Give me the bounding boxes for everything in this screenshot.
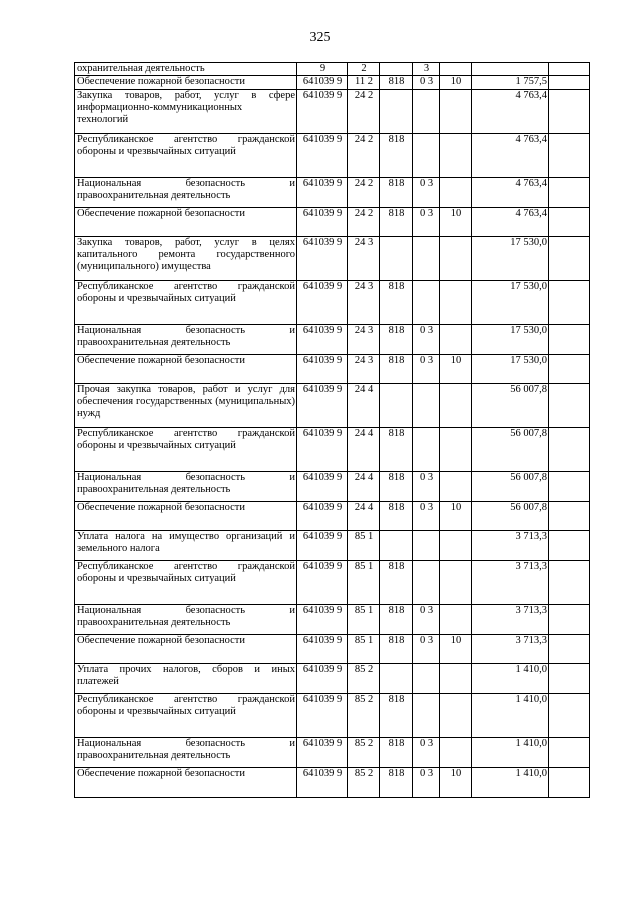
empty-cell: [549, 694, 590, 738]
target-code-cell: 641039 9: [297, 355, 348, 384]
table-row: [75, 281, 590, 325]
amount-cell: 3 713,3: [472, 605, 549, 635]
table-row: [75, 635, 590, 664]
section-code-cell: 0 3: [413, 472, 440, 502]
ministry-code-cell: 818: [380, 605, 413, 635]
amount-cell: 4 763,4: [472, 208, 549, 237]
subsection-code-cell: [440, 664, 472, 694]
empty-cell: [549, 76, 590, 90]
subsection-code-cell: [440, 237, 472, 281]
expense-type-cell: 11 2: [348, 76, 380, 90]
subsection-code-cell: [440, 694, 472, 738]
expense-type-cell: 24 3: [348, 237, 380, 281]
row-name-cell: Национальная безопасность и правоохранительная деятельность: [75, 605, 297, 635]
expense-type-cell: 85 1: [348, 605, 380, 635]
empty-cell: [549, 325, 590, 355]
row-name-cell: Закупка товаров, работ, услуг в целях капитального ремонта государственного (муниципального) имущества: [75, 237, 297, 281]
table-row: [75, 325, 590, 355]
ministry-code-cell: 818: [380, 76, 413, 90]
table-row: [75, 694, 590, 738]
target-code-cell: 641039 9: [297, 605, 348, 635]
target-code-cell: 641039 9: [297, 635, 348, 664]
ministry-code-cell: [380, 90, 413, 134]
expense-type-cell: 85 1: [348, 635, 380, 664]
ministry-code-cell: [380, 237, 413, 281]
section-code-cell: [413, 531, 440, 561]
empty-cell: [549, 178, 590, 208]
expense-type-cell: 24 4: [348, 472, 380, 502]
empty-cell: [549, 237, 590, 281]
table-row: [75, 664, 590, 694]
table-row: [75, 502, 590, 531]
empty-cell: [549, 605, 590, 635]
subsection-code-cell: 10: [440, 208, 472, 237]
row-name-cell: Республиканское агентство гражданской обороны и чрезвычайных ситуаций: [75, 428, 297, 472]
amount-cell: 3 713,3: [472, 531, 549, 561]
section-code-cell: 0 3: [413, 325, 440, 355]
ministry-code-cell: 818: [380, 428, 413, 472]
expense-type-cell: 24 2: [348, 90, 380, 134]
section-code-cell: 0 3: [413, 768, 440, 798]
empty-cell: [549, 738, 590, 768]
subsection-code-cell: [440, 531, 472, 561]
amount-cell: 1 410,0: [472, 694, 549, 738]
target-code-cell: 641039 9: [297, 134, 348, 178]
amount-cell: 56 007,8: [472, 472, 549, 502]
row-name-cell: Республиканское агентство гражданской обороны и чрезвычайных ситуаций: [75, 134, 297, 178]
subsection-code-cell: 10: [440, 355, 472, 384]
target-code-cell: 641039 9: [297, 694, 348, 738]
table-row: [75, 605, 590, 635]
subsection-code-cell: [440, 472, 472, 502]
expense-type-cell: 24 3: [348, 281, 380, 325]
subsection-code-cell: [440, 428, 472, 472]
amount-cell: 56 007,8: [472, 384, 549, 428]
expense-type-cell: 24 4: [348, 428, 380, 472]
subsection-code-cell: [440, 134, 472, 178]
amount-cell: 3 713,3: [472, 635, 549, 664]
amount-cell: 17 530,0: [472, 237, 549, 281]
target-code-cell: 641039 9: [297, 325, 348, 355]
ministry-code-cell: 818: [380, 694, 413, 738]
table-row: [75, 178, 590, 208]
subsection-code-cell: [440, 90, 472, 134]
empty-cell: [549, 768, 590, 798]
subsection-code-cell: [440, 325, 472, 355]
section-code-cell: 0 3: [413, 208, 440, 237]
empty-cell: [549, 428, 590, 472]
section-code-cell: [413, 281, 440, 325]
amount-cell: 1 410,0: [472, 664, 549, 694]
section-code-cell: [413, 664, 440, 694]
ministry-code-cell: 818: [380, 738, 413, 768]
ministry-code-cell: 818: [380, 208, 413, 237]
table-row: [75, 237, 590, 281]
row-name-cell: Республиканское агентство гражданской обороны и чрезвычайных ситуаций: [75, 561, 297, 605]
expense-type-cell: 24 2: [348, 208, 380, 237]
expense-type-cell: 24 3: [348, 355, 380, 384]
subsection-code-cell: [440, 561, 472, 605]
section-code-cell: [413, 428, 440, 472]
ministry-code-cell: [380, 63, 413, 76]
row-name-cell: Прочая закупка товаров, работ и услуг для обеспечения государственных (муниципальных) нужд: [75, 384, 297, 428]
empty-cell: [549, 90, 590, 134]
section-code-cell: 0 3: [413, 502, 440, 531]
ministry-code-cell: [380, 664, 413, 694]
table-row: [75, 134, 590, 178]
amount-cell: 1 410,0: [472, 768, 549, 798]
target-code-cell: 641039 9: [297, 428, 348, 472]
table-row: [75, 76, 590, 90]
ministry-code-cell: [380, 384, 413, 428]
target-code-cell: 9: [297, 63, 348, 76]
amount-cell: 4 763,4: [472, 178, 549, 208]
empty-cell: [549, 384, 590, 428]
amount-cell: 17 530,0: [472, 325, 549, 355]
row-name-cell: Закупка товаров, работ, услуг в сфере информационно-коммуникационных технологий: [75, 90, 297, 134]
ministry-code-cell: 818: [380, 768, 413, 798]
subsection-code-cell: [440, 281, 472, 325]
expense-type-cell: 85 1: [348, 561, 380, 605]
row-name-cell: Национальная безопасность и правоохранительная деятельность: [75, 472, 297, 502]
expense-type-cell: 24 4: [348, 502, 380, 531]
target-code-cell: 641039 9: [297, 664, 348, 694]
section-code-cell: 0 3: [413, 178, 440, 208]
table-row: [75, 738, 590, 768]
target-code-cell: 641039 9: [297, 178, 348, 208]
table-row: [75, 472, 590, 502]
empty-cell: [549, 355, 590, 384]
target-code-cell: 641039 9: [297, 738, 348, 768]
expense-type-cell: 24 2: [348, 178, 380, 208]
row-name-cell: Обеспечение пожарной безопасности: [75, 76, 297, 90]
ministry-code-cell: 818: [380, 561, 413, 605]
row-name-cell: Обеспечение пожарной безопасности: [75, 768, 297, 798]
subsection-code-cell: [440, 384, 472, 428]
table-row: [75, 63, 590, 76]
table-row: [75, 355, 590, 384]
subsection-code-cell: 10: [440, 768, 472, 798]
expense-type-cell: 2: [348, 63, 380, 76]
section-code-cell: [413, 134, 440, 178]
row-name-cell: Обеспечение пожарной безопасности: [75, 635, 297, 664]
amount-cell: 3 713,3: [472, 561, 549, 605]
empty-cell: [549, 63, 590, 76]
section-code-cell: 0 3: [413, 355, 440, 384]
amount-cell: 1 410,0: [472, 738, 549, 768]
amount-cell: 4 763,4: [472, 134, 549, 178]
amount-cell: 17 530,0: [472, 281, 549, 325]
budget-table: [74, 62, 590, 798]
target-code-cell: 641039 9: [297, 208, 348, 237]
target-code-cell: 641039 9: [297, 281, 348, 325]
row-name-cell: Национальная безопасность и правоохранительная деятельность: [75, 178, 297, 208]
row-name-cell: Обеспечение пожарной безопасности: [75, 208, 297, 237]
subsection-code-cell: 10: [440, 502, 472, 531]
section-code-cell: [413, 90, 440, 134]
target-code-cell: 641039 9: [297, 472, 348, 502]
table-row: [75, 428, 590, 472]
table-row: [75, 531, 590, 561]
expense-type-cell: 85 2: [348, 694, 380, 738]
section-code-cell: 0 3: [413, 635, 440, 664]
ministry-code-cell: 818: [380, 472, 413, 502]
table-row: [75, 90, 590, 134]
expense-type-cell: 85 2: [348, 738, 380, 768]
empty-cell: [549, 664, 590, 694]
ministry-code-cell: 818: [380, 635, 413, 664]
empty-cell: [549, 531, 590, 561]
amount-cell: 56 007,8: [472, 428, 549, 472]
target-code-cell: 641039 9: [297, 561, 348, 605]
row-name-cell: Уплата прочих налогов, сборов и иных платежей: [75, 664, 297, 694]
section-code-cell: [413, 694, 440, 738]
empty-cell: [549, 208, 590, 237]
target-code-cell: 641039 9: [297, 502, 348, 531]
page-number: 325: [309, 30, 331, 45]
expense-type-cell: 24 3: [348, 325, 380, 355]
row-name-cell: охранительная деятельность: [75, 63, 297, 76]
ministry-code-cell: 818: [380, 134, 413, 178]
amount-cell: 1 757,5: [472, 76, 549, 90]
empty-cell: [549, 561, 590, 605]
expense-type-cell: 24 4: [348, 384, 380, 428]
amount-cell: [472, 63, 549, 76]
section-code-cell: 0 3: [413, 605, 440, 635]
table-row: [75, 384, 590, 428]
expense-type-cell: 85 1: [348, 531, 380, 561]
empty-cell: [549, 134, 590, 178]
row-name-cell: Национальная безопасность и правоохранительная деятельность: [75, 325, 297, 355]
amount-cell: 17 530,0: [472, 355, 549, 384]
amount-cell: 4 763,4: [472, 90, 549, 134]
subsection-code-cell: [440, 738, 472, 768]
ministry-code-cell: 818: [380, 281, 413, 325]
row-name-cell: Уплата налога на имущество организаций и земельного налога: [75, 531, 297, 561]
empty-cell: [549, 635, 590, 664]
row-name-cell: Республиканское агентство гражданской обороны и чрезвычайных ситуаций: [75, 694, 297, 738]
row-name-cell: Национальная безопасность и правоохранительная деятельность: [75, 738, 297, 768]
target-code-cell: 641039 9: [297, 384, 348, 428]
ministry-code-cell: 818: [380, 178, 413, 208]
subsection-code-cell: [440, 605, 472, 635]
empty-cell: [549, 281, 590, 325]
subsection-code-cell: [440, 178, 472, 208]
ministry-code-cell: 818: [380, 325, 413, 355]
target-code-cell: 641039 9: [297, 531, 348, 561]
expense-type-cell: 85 2: [348, 664, 380, 694]
section-code-cell: 0 3: [413, 738, 440, 768]
ministry-code-cell: [380, 531, 413, 561]
amount-cell: 56 007,8: [472, 502, 549, 531]
target-code-cell: 641039 9: [297, 90, 348, 134]
row-name-cell: Обеспечение пожарной безопасности: [75, 355, 297, 384]
section-code-cell: [413, 384, 440, 428]
table-row: [75, 208, 590, 237]
expense-type-cell: 24 2: [348, 134, 380, 178]
empty-cell: [549, 502, 590, 531]
subsection-code-cell: 10: [440, 76, 472, 90]
section-code-cell: [413, 237, 440, 281]
subsection-code-cell: [440, 63, 472, 76]
section-code-cell: 0 3: [413, 76, 440, 90]
ministry-code-cell: 818: [380, 502, 413, 531]
ministry-code-cell: 818: [380, 355, 413, 384]
expense-type-cell: 85 2: [348, 768, 380, 798]
table-row: [75, 768, 590, 798]
empty-cell: [549, 472, 590, 502]
target-code-cell: 641039 9: [297, 237, 348, 281]
subsection-code-cell: 10: [440, 635, 472, 664]
table-row: [75, 561, 590, 605]
row-name-cell: Республиканское агентство гражданской обороны и чрезвычайных ситуаций: [75, 281, 297, 325]
target-code-cell: 641039 9: [297, 76, 348, 90]
section-code-cell: 3: [413, 63, 440, 76]
row-name-cell: Обеспечение пожарной безопасности: [75, 502, 297, 531]
section-code-cell: [413, 561, 440, 605]
target-code-cell: 641039 9: [297, 768, 348, 798]
